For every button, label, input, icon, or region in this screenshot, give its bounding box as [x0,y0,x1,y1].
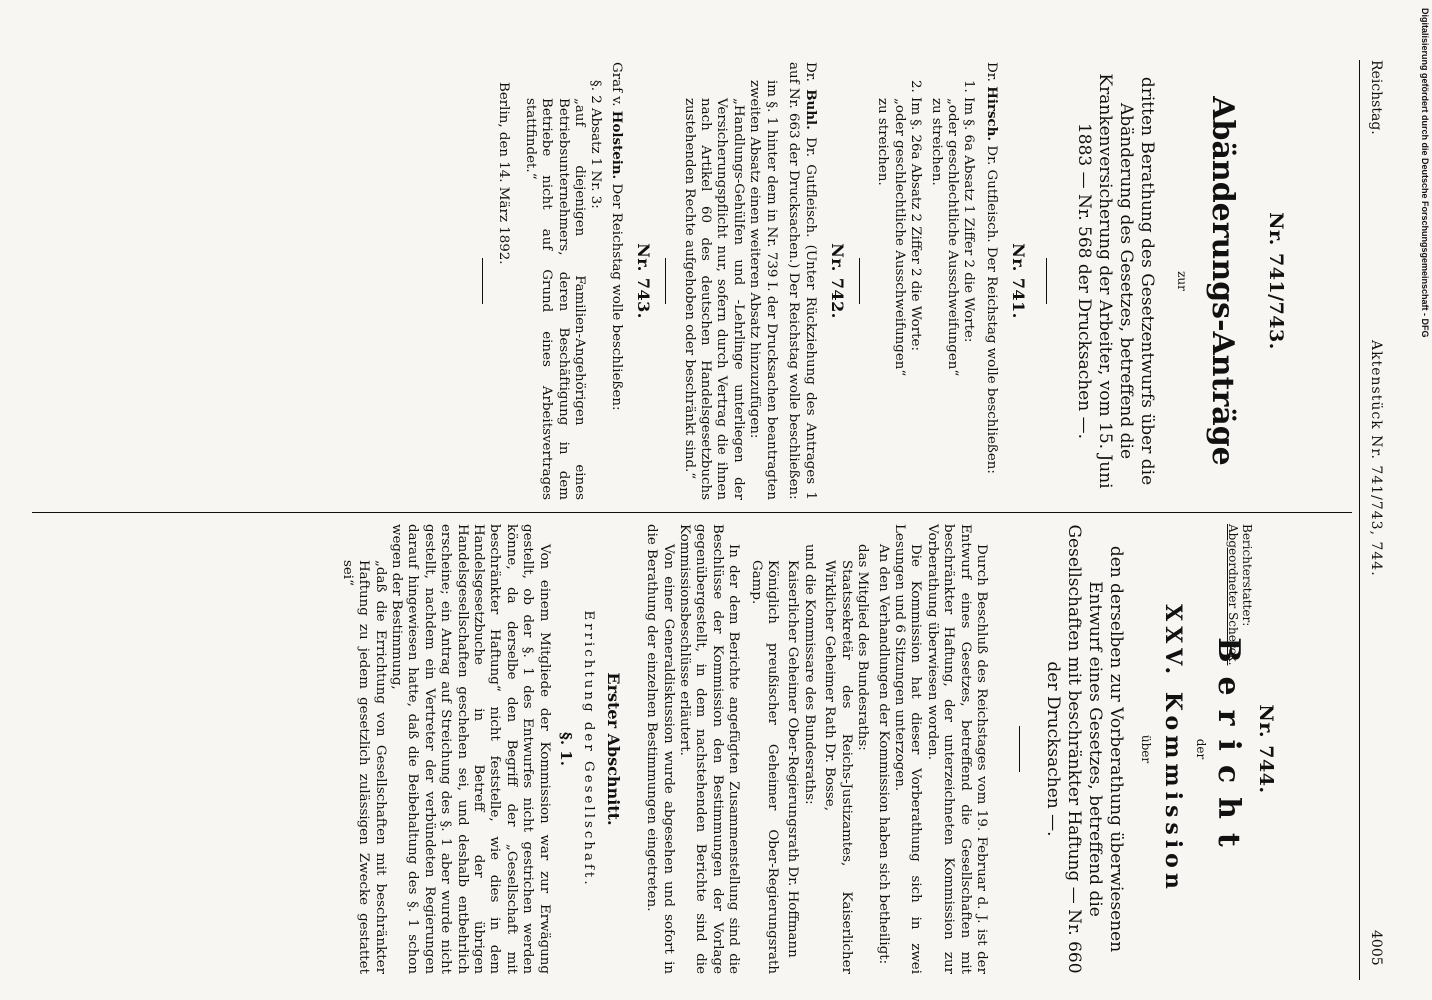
amendment-742-body: im §. 1 hinter dem in Nr. 739 I. der Drucksachen beantragten zweiten Absatz einen weiteren Absatz hinzuzufügen: [747,80,779,500]
intro-prefix: Dr. [802,62,818,82]
intro-rest: Der Reichstag wolle beschließen: [608,183,624,411]
amendment-743-number: Nr. 743. [634,243,654,319]
amendments-subject: dritten Berathung des Gesetzentwurfs über die Abänderung des Gesetzes, betreffend die Krankenversicherung der Arbeiter, vom 15. Juni 1883 — Nr. 568 der Drucksachen —. [1074,73,1158,489]
left-column [472,62,1344,500]
divider [1046,258,1047,304]
amendment-742-intro [785,62,819,500]
report-paragraph-5: Staatssekretär des Reichs-Justizamtes, Kaiserlicher Wirklicher Geheimer Rath Dr. Bosse, [822,560,854,974]
report-paragraph-3: An den Verhandlungen der Kommission haben sich betheiligt: [875,544,891,965]
header-center: Aktenstück Nr. 741/743, 744. [1368,340,1384,577]
divider [665,258,666,304]
digitization-stamp [1418,8,1430,988]
report-paragraph-9: In der dem Berichte angefügten Zusammenstellung sind die Beschlüsse der Kommission den Bestimmungen der Vorlage gegenübergestellt, in dem nachstehenden Berichte sind die Kommissionsbeschlüsse erläutert. [677,524,742,974]
divider [859,258,860,304]
report-number: Nr. 744. [1255,704,1277,794]
column-divider [32,512,1352,513]
report-paragraph-11: Von einem Mitgliede der Kommission war zur Erwägung gestellt, ob der §. 1 des Entwurfes nicht gestrichen werden könne, da derselbe den Begriff der „Gesellschaft mit beschränkter Haftung“ nicht feststelle, wie dies in dem Handelsgesetzbuche in Betreff der übrigen Handelsgesellschaften geschehen sei, und deshalb entbehrlich erscheine; ein Antrag auf Streichung des §. 1 aber wurde nicht gestellt, nachdem ein Vertreter der verbündeten Regierungen darauf hingewiesen hatte, daß die Beibehaltung des §. 1 schon wegen der Bestimmung, [388,524,552,974]
section-subheading: Errichtung der Gesellschaft. [581,610,597,888]
report-paragraph-1: Durch Beschluß des Reichstages vom 19. Februar d. J. ist der Entwurf eines Gesetzes, betreffend die Gesellschaften mit beschränkter Haftung, der unterzeichneten Kommission zur Vorberathung überwiesen worden. [924,524,989,974]
amendments-number: Nr. 741/743. [1265,212,1287,350]
amendment-742-quote: „Handlungs-Gehülfen und -Lehrlinge unterliegen der Versicherungspflicht nur, sofern durch Vertrag die ihnen nach Artikel 60 des deutschen Handelsgesetzbuchs zustehenden Rechte aufgehoben oder beschränkt sind.“ [681,98,746,500]
zur-word: zur [1174,271,1189,291]
amendments-date: Berlin, den 14. März 1892. [496,82,512,265]
intro-prefix: Graf v. [608,62,624,107]
der-word: der [1194,738,1209,760]
amendment-741-number: Nr. 741. [1009,243,1029,319]
divider [1019,726,1020,772]
right-column [338,524,1344,974]
commission-title: XXV. Kommission [1159,604,1186,894]
report-title: Bericht [1210,637,1246,861]
amendment-741-intro [982,62,999,500]
ueber-word: über [1139,734,1154,764]
header-left: Reichstag. [1368,60,1384,135]
report-paragraph-6: und die Kommissare des Bundesraths: [801,544,817,805]
reporter-label: Berichterstatter: [1240,524,1254,627]
proposer-name: Holstein. [608,110,625,180]
amendment-741-item-1-quote: „oder geschlechtliche Ausschweifungen“ [944,98,960,377]
intro-prefix: Dr. [983,62,999,82]
amendment-743-intro [607,62,624,500]
digitization-note: Digitalisierung gefördert durch die Deutsche Forschungsgemeinschaft - DFG [1420,8,1430,338]
report-paragraph-12: „daß die Errichtung von Gesellschaften mit beschränkter Haftung zu jedem gesetzlich zulässigen Zwecke gestattet sei“ [339,560,388,974]
report-paragraph-4: das Mitglied des Bundesraths: [855,544,871,751]
section-paragraph-number: §. 1. [557,732,576,766]
page-number: 4005 [1368,930,1384,966]
report-subject: den derselben zur Vorberathung überwiesenen Entwurf eines Gesetzes, betreffend die Gesellschaften mit beschränkter Haftung — Nr. 660 der Drucksachen —. [1042,524,1126,974]
intro-rest: Dr. Gutfleisch. Der Reichstag wolle beschließen: [983,145,999,474]
amendment-743-body: §. 2 Absatz 1 Nr. 3: [588,80,604,209]
report-paragraph-2: Die Kommission hat dieser Vorberathung sich in zwei Lesungen und 6 Sitzungen unterzogen. [891,524,924,974]
amendment-741-item-2-end: zu streichen. [875,98,891,186]
report-paragraph-7: Kaiserlicher Geheimer Ober-Regierungsrath Dr. Hoffmann [785,560,801,958]
report-paragraph-8: Königlich preußischer Geheimer Ober-Regierungsrath Gamp. [748,560,781,974]
divider [482,258,483,304]
amendment-742-number: Nr. 742. [827,243,847,319]
intro-rest: Dr. Gutfleisch. (Unter Rückziehung des Antrages 1 auf Nr. 663 der Drucksachen.) Der Reichstag wolle beschließen: [786,62,818,500]
section-heading: Erster Abschnitt. [603,672,623,826]
amendment-741-item-2: 2. Im §. 26a Absatz 2 Ziffer 2 die Worte: [908,80,924,351]
amendment-743-quote: „auf diejenigen Familien-Angehörigen eines Betriebsunternehmers, deren Beschäftigung in dem Betriebe nicht auf Grund eines Arbeitsvertrages stattfindet.“ [522,98,588,500]
header-rule [1359,60,1360,980]
amendment-741-item-1-end: zu streichen. [928,98,944,186]
proposer-name: Hirsch. [983,86,1000,142]
amendment-741-item-2-quote: „oder geschlechtliche Ausschweifungen“ [891,98,907,377]
amendments-title: Abänderungs-Anträge [1204,96,1240,466]
reporter-name: Abgeordneter Scherck. [1226,524,1240,666]
proposer-name: Buhl. [802,89,819,130]
report-paragraph-10: Von einer Generaldiskussion wurde abgesehen und sofort in die Berathung der einzelnen Bestimmungen eingetreten. [644,524,676,974]
amendment-741-item-1: 1. Im §. 6a Absatz 1 Ziffer 2 die Worte: [961,80,977,343]
